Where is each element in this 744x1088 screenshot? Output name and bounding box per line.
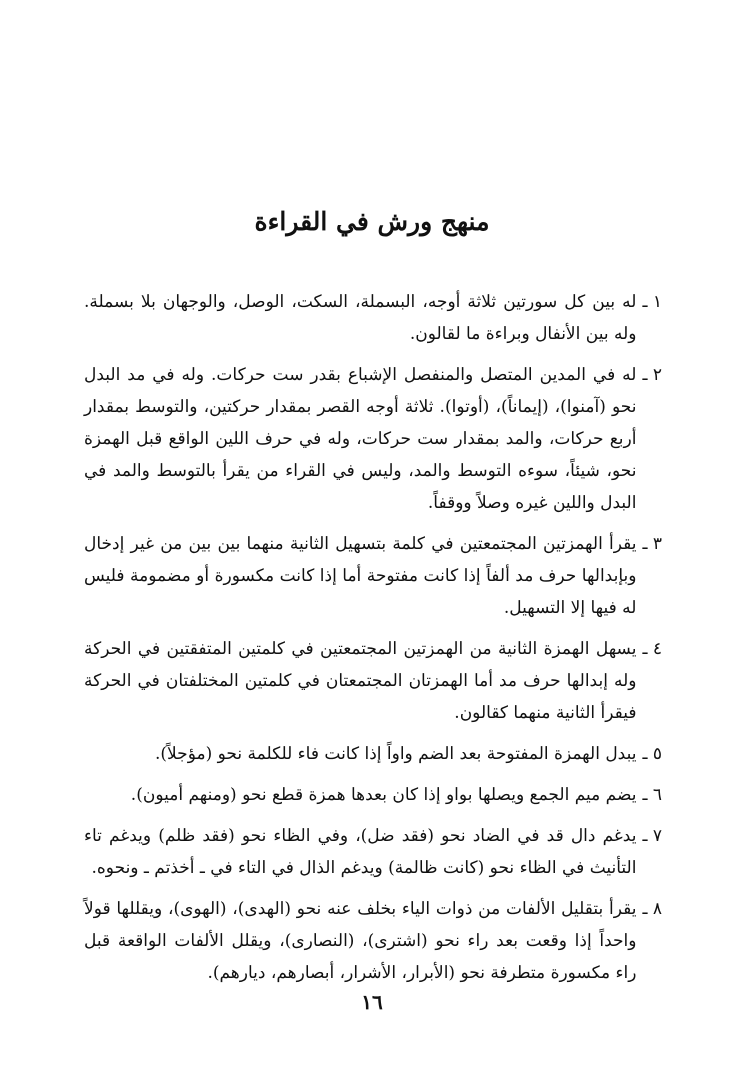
item-text: يقرأ الهمزتين المجتمعتين في كلمة بتسهيل الثانية منهما بين بين من غير إدخال وبإبدالها حرف مد ألفاً إذا كانت مفتوحة أما إذا كانت مكسورة أو مضمومة فليس له فيها إلا التسهيل. — [84, 534, 637, 618]
list-item — [84, 820, 662, 884]
item-number: ٢ ـ — [642, 365, 662, 385]
list-item — [84, 893, 662, 989]
item-text: يدغم دال قد في الضاد نحو (فقد ضل)، وفي الظاء نحو (فقد ظلم) ويدغم تاء التأنيث في الظاء نحو (كانت ظالمة) ويدغم الذال في التاء في ـ أخذتم ـ ونحوه. — [84, 826, 637, 878]
page-number: ١٦ — [361, 990, 383, 1014]
item-number: ١ ـ — [642, 292, 662, 312]
item-number: ٨ ـ — [642, 899, 662, 919]
list-item — [84, 359, 662, 519]
item-text: يقرأ بتقليل الألفات من ذوات الياء بخلف عنه نحو (الهدى)، (الهوى)، ويقللها قولاً واحداً إذا وقعت بعد راء نحو (اشترى)، (النصارى)، ويقلل الألفات الواقعة قبل راء مكسورة متطرفة نحو (الأبرار، الأشرار، أبصارهم، ديارهم). — [84, 899, 637, 983]
item-text: له بين كل سورتين ثلاثة أوجه، البسملة، السكت، الوصل، والوجهان بلا بسملة. وله بين الأنفال وبراءة ما لقالون. — [84, 292, 637, 344]
item-number: ٥ ـ — [642, 744, 662, 764]
list-item — [84, 633, 662, 729]
item-text: يسهل الهمزة الثانية من الهمزتين المجتمعتين في كلمتين المتفقتين في الحركة وله إبدالها حرف مد أما الهمزتان المجتمعتان في كلمتين المختلفتان في الحركة فيقرأ الثانية منهما كقالون. — [84, 639, 637, 723]
item-text: يبدل الهمزة المفتوحة بعد الضم واواً إذا كانت فاء للكلمة نحو (مؤجلاً). — [155, 744, 637, 764]
item-number: ٦ ـ — [642, 785, 662, 805]
item-text: له في المدين المتصل والمنفصل الإشباع بقدر ست حركات. وله في مد البدل نحو (آمنوا)، (إيماناً)، (أوتوا). ثلاثة أوجه القصر بمقدار حركتين، والتوسط بمقدار أربع حركات، والمد بمقدار ست حركات، وله في حرف اللين الواقع قبل الهمزة نحو، شيئاً، سوءه التوسط والمد، وليس في القراء من يقرأ بالتوسط والمد في البدل واللين غيره وصلاً ووقفاً. — [84, 365, 637, 513]
item-text: يضم ميم الجمع ويصلها بواو إذا كان بعدها همزة قطع نحو (ومنهم أميون). — [130, 785, 637, 805]
rules-list — [84, 286, 662, 998]
list-item — [84, 528, 662, 624]
list-item — [84, 779, 662, 811]
item-number: ٧ ـ — [642, 826, 662, 846]
item-number: ٣ ـ — [642, 534, 662, 554]
page-title: منهج ورش في القراءة — [254, 207, 490, 236]
item-number: ٤ ـ — [642, 639, 662, 659]
list-item — [84, 286, 662, 350]
list-item — [84, 738, 662, 770]
